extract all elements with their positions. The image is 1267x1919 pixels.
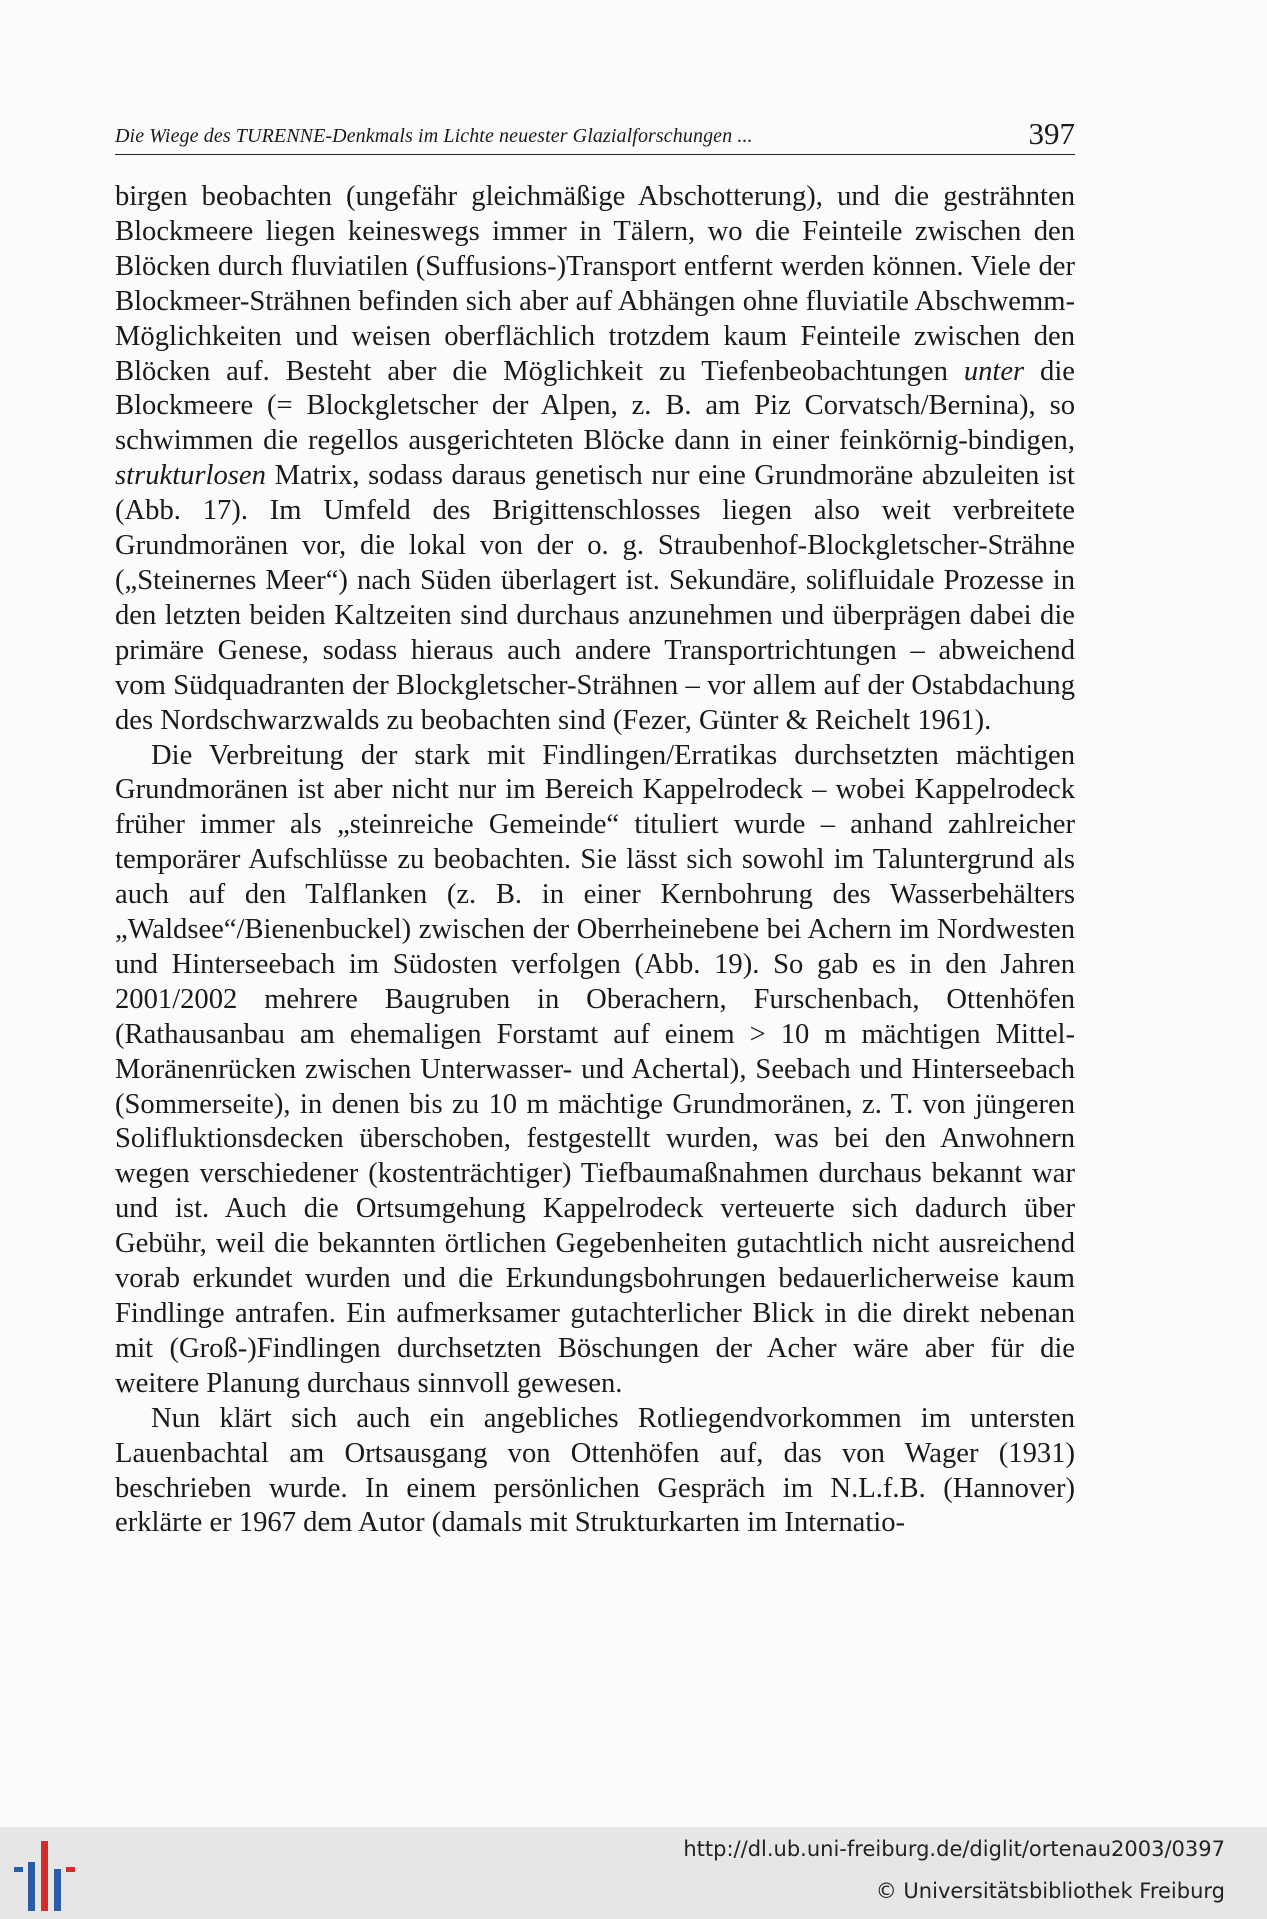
- running-head: [115, 112, 1075, 155]
- permalink-url[interactable]: http://dl.ub.uni-freiburg.de/diglit/ortenau2003/0397: [683, 1837, 1225, 1861]
- running-title: Die Wiege des TURENNE-Denkmals im Lichte neuester Glazialforschungen ...: [115, 125, 753, 147]
- footer-bar: [0, 1827, 1267, 1919]
- paragraph-1: [115, 180, 1075, 739]
- paragraph-1-part-3: Matrix, sodass daraus genetisch nur eine Grundmoräne abzuleiten ist (Abb. 17). Im Umfeld des Brigittenschlosses liegen also weit verbreitete Grundmoränen vor, die lokal von der o. g. Straubenhof-Blockgletscher-Strähne („Steinernes Meer“) nach Süden überlagert ist. Sekundäre, solifluidale Prozesse in den letzten beiden Kaltzeiten sind durchaus anzunehmen und überprägen dabei die primäre Genese, sodass hieraus auch andere Transportrichtungen – abweichend vom Südquadranten der Blockgletscher-Strähnen – vor allem auf der Ostabdachung des Nordschwarzwalds zu beobachten sind (Fezer, Günter & Reichelt 1961).: [115, 460, 1075, 736]
- paragraph-2: Die Verbreitung der stark mit Findlingen/Erratikas durchsetzten mächtigen Grundmoränen ist aber nicht nur im Bereich Kappelrodeck – wobei Kappelrodeck früher immer als „steinreiche Gemeinde“ tituliert wurde – anhand zahlreicher temporärer Aufschlüsse zu beobachten. Sie lässt sich sowohl im Taluntergrund als auch auf den Talflanken (z. B. in einer Kernbohrung des Wasserbehälters „Waldsee“/Bienenbuckel) zwischen der Oberrheinebene bei Achern im Nordwesten und Hinterseebach im Südosten verfolgen (Abb. 19). So gab es in den Jahren 2001/2002 mehrere Baugruben in Oberachern, Furschenbach, Ottenhöfen (Rathausanbau am ehemaligen Forstamt auf einem > 10 m mächtigen Mittel-Moränenrücken zwischen Unterwasser- und Achertal), Seebach und Hinterseebach (Sommerseite), in denen bis zu 10 m mächtige Grundmoränen, z. T. von jüngeren Solifluktionsdecken überschoben, festgestellt wurden, was bei den Anwohnern wegen verschiedener (kostenträchtiger) Tiefbaumaßnahmen durchaus bekannt war und ist. Auch die Ortsumgehung Kappelrodeck verteuerte sich dadurch über Gebühr, weil die bekannten örtlichen Gegebenheiten gutachtlich nicht ausreichend vorab erkundet wurden und die Erkundungsbohrungen bedauerlicherweise kaum Findlinge antrafen. Ein aufmerksamer gutachterlicher Blick in die direkt nebenan mit (Groß-)Findlingen durchsetzten Böschungen der Acher wäre aber für die weitere Planung durchaus sinnvoll gewesen.: [115, 739, 1075, 1399]
- emphasis-strukturlosen: strukturlosen: [115, 460, 266, 492]
- page-number: 397: [1028, 116, 1075, 151]
- body-text: [115, 180, 1075, 1541]
- paragraph-1-part-1: birgen beobachten (ungefähr gleichmäßige Abschotterung), und die gesträhnten Blockmeere liegen keineswegs immer in Tälern, wo die Feinteile zwischen den Blöcken durch fluviatilen (Suffusions-)Transport entfernt werden können. Viele der Blockmeer-Strähnen befinden sich aber auf Abhängen ohne fluviatile Abschwemm-Möglichkeiten und weisen oberflächlich trotzdem kaum Feinteile zwischen den Blöcken auf. Besteht aber die Möglichkeit zu Tiefenbeobachtungen: [115, 181, 1075, 387]
- ub-freiburg-logo-icon: [14, 1841, 84, 1911]
- emphasis-unter: unter: [963, 355, 1025, 387]
- copyright-notice: © Universitätsbibliothek Freiburg: [875, 1879, 1225, 1903]
- paragraph-3: Nun klärt sich auch ein angebliches Rotliegendvorkommen im untersten Lauenbachtal am Ortsausgang von Ottenhöfen auf, das von Wager (1931) beschrieben wurde. In einem persönlichen Gespräch im N.L.f.B. (Hannover) erklärte er 1967 dem Autor (damals mit Strukturkarten im Internatio-: [115, 1402, 1075, 1539]
- paragraph-1-part-2: die Blockmeere (= Blockgletscher der Alpen, z. B. am Piz Corvatsch/Bernina), so schwimmen die regellos ausgerichteten Blöcke dann in einer feinkörnig-bindigen,: [115, 355, 1075, 457]
